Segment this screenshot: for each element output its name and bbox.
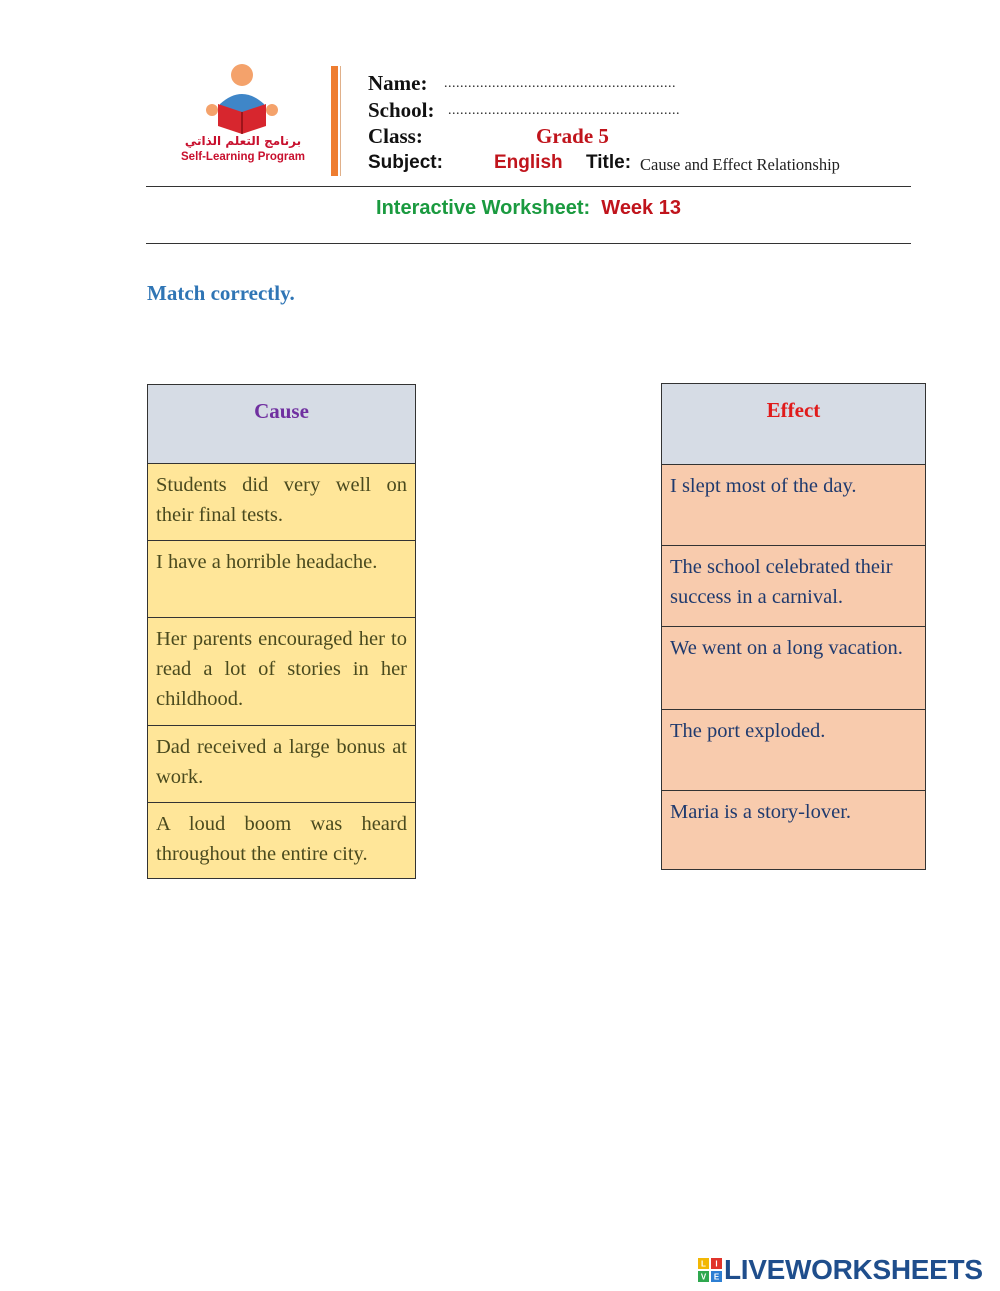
name-label: Name: <box>368 71 428 95</box>
instruction-text: Match correctly. <box>147 281 295 305</box>
school-field[interactable]: .......................................................... <box>448 103 680 118</box>
effect-item[interactable]: We went on a long vacation. <box>662 626 925 709</box>
worksheet-week: Week 13 <box>601 197 681 219</box>
subject-value: English <box>494 152 563 173</box>
header-divider <box>331 66 338 176</box>
icon-letter-i: I <box>715 1259 718 1269</box>
title-label: Title: <box>586 152 632 173</box>
icon-letter-v: V <box>700 1272 707 1282</box>
effect-item[interactable]: I slept most of the day. <box>662 464 925 545</box>
header-divider-thin <box>340 66 341 176</box>
worksheet-title <box>146 197 911 220</box>
cause-item[interactable]: I have a horrible headache. <box>148 540 415 617</box>
header-rule-bottom <box>146 243 911 244</box>
liveworksheets-icon <box>698 1258 722 1282</box>
cause-item[interactable]: Her parents encouraged her to read a lot of stories in her childhood. <box>148 617 415 725</box>
grade-value: Grade 5 <box>536 124 609 148</box>
worksheet-title-label: Interactive Worksheet: <box>376 197 591 219</box>
subject-label: Subject: <box>368 152 443 173</box>
class-label: Class: <box>368 124 423 148</box>
title-value: Cause and Effect Relationship <box>640 155 840 174</box>
effect-table <box>661 383 926 870</box>
header-rule-top <box>146 186 911 187</box>
effect-item[interactable]: The port exploded. <box>662 709 925 790</box>
logo-arabic-text: برنامج التعلم الذاتي <box>184 134 302 148</box>
icon-letter-e: E <box>713 1272 720 1282</box>
icon-letter-l: L <box>701 1259 706 1269</box>
cause-table <box>147 384 416 879</box>
effect-item[interactable]: The school celebrated their success in a carnival. <box>662 545 925 626</box>
school-label: School: <box>368 98 435 122</box>
effect-heading: Effect <box>662 384 925 464</box>
effect-item[interactable]: Maria is a story-lover. <box>662 790 925 869</box>
liveworksheets-brand[interactable]: LIVEWORKSHEETS <box>724 1254 983 1285</box>
cause-item[interactable]: Dad received a large bonus at work. <box>148 725 415 802</box>
name-field[interactable]: .......................................................... <box>444 76 676 91</box>
cause-item[interactable]: Students did very well on their final tests. <box>148 463 415 540</box>
cause-heading: Cause <box>148 385 415 463</box>
logo-head <box>231 64 253 86</box>
cause-item[interactable]: A loud boom was heard throughout the entire city. <box>148 802 415 878</box>
logo-english-text: Self-Learning Program <box>181 151 305 163</box>
